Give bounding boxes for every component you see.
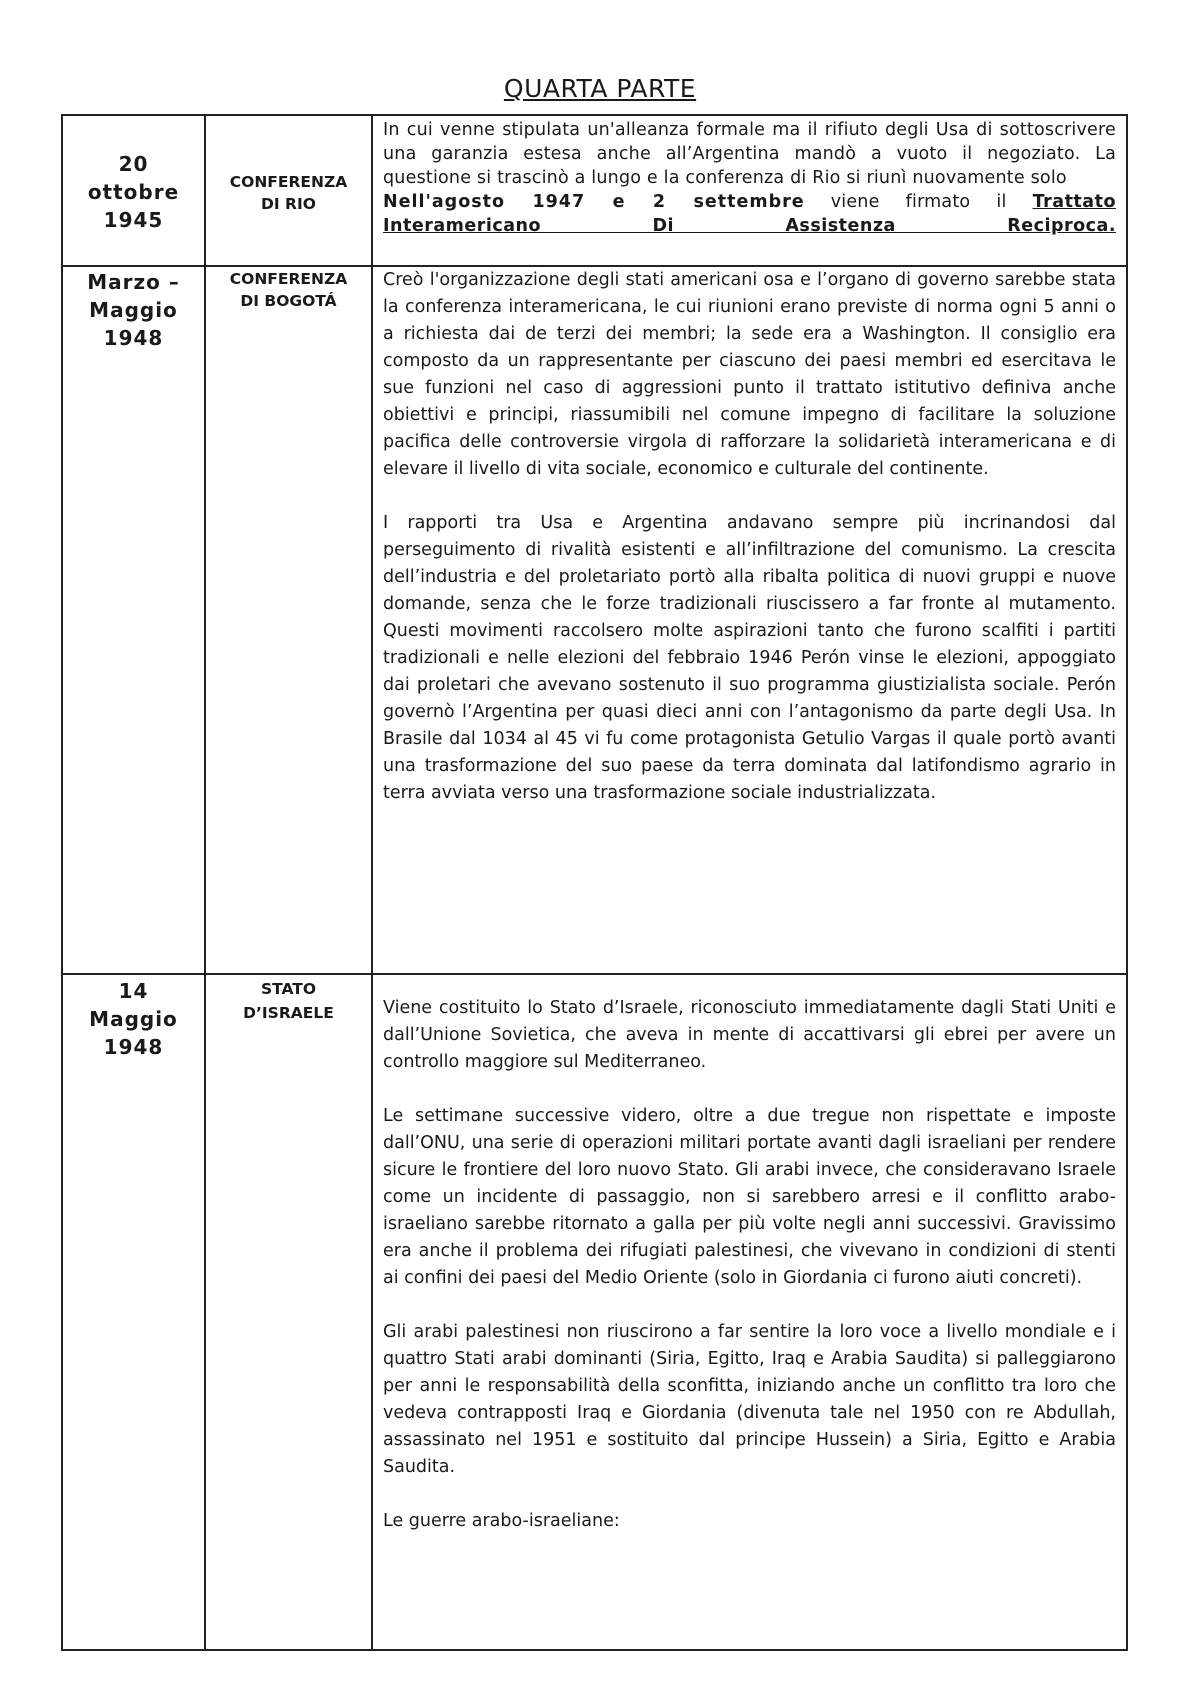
date-line: Marzo – — [87, 270, 180, 294]
date-line: 14 — [118, 979, 149, 1003]
page-title: QUARTA PARTE — [503, 74, 697, 103]
description-cell — [372, 266, 1127, 974]
description-paragraph: Creò l'organizzazione degli stati americani osa e l’organo di governo sarebbe stata la conferenza interamericana, le cui riunioni erano previste di norma ogni 5 anni o a richiesta dai de terzi dei membri; la sede era a Washington. Il consiglio era composto da un rappresentante per ciascuno dei paesi membri ed esercitava le sue funzioni nel caso di aggressioni punto il trattato istitutivo definiva anche obiettivi e principi, riassumibili nel comune impegno di facilitare la soluzione pacifica delle controversie virgola di rafforzare la solidarietà interamericana e di elevare il livello di vita sociale, economico e culturale del continente. — [383, 270, 1116, 479]
date-line: 20 — [118, 152, 149, 176]
date-line: 1948 — [103, 1035, 164, 1059]
date-line: 1945 — [103, 208, 164, 232]
event-cell — [205, 974, 372, 1650]
treaty-name: Trattato Interamericano Di Assistenza Reciproca. — [383, 192, 1116, 236]
date-line: Maggio — [89, 1007, 178, 1031]
event-line: CONFERENZA — [229, 173, 348, 191]
description-paragraph: Le settimane successive videro, oltre a due tregue non rispettate e imposte dall’ONU, una serie di operazioni militari portate avanti dagli israeliani per rendere sicure le frontiere del loro nuovo Stato. Gli arabi invece, che consideravano Israele come un incidente di passaggio, non si sarebbero arresi e il conflitto arabo-israeliano sarebbe ritornato a galla per più volte negli anni successivi. Gravissimo era anche il problema dei rifugiati palestinesi, che vivevano in condizioni di stenti ai confini dei paesi del Medio Oriente (solo in Giordania ci furono aiuti concreti). — [383, 1106, 1116, 1288]
event-line: D’ISRAELE — [243, 1004, 334, 1022]
event-line: DI BOGOTÁ — [240, 292, 337, 310]
inline-text: viene firmato il — [804, 192, 1033, 212]
bold-dates: Nell'agosto 1947 e 2 settembre — [383, 192, 805, 212]
description-cell — [372, 115, 1127, 266]
description-paragraph — [383, 190, 1116, 238]
date-line: ottobre — [87, 180, 180, 204]
timeline-table — [61, 114, 1128, 1651]
date-line: Maggio — [89, 298, 178, 322]
table-row — [62, 115, 1127, 266]
date-cell — [62, 115, 205, 266]
event-cell — [205, 115, 372, 266]
date-line: 1948 — [103, 326, 164, 350]
description-paragraph: Gli arabi palestinesi non riuscirono a far sentire la loro voce a livello mondiale e i quattro Stati arabi dominanti (Siria, Egitto, Iraq e Arabia Saudita) si palleggiarono per anni le responsabilità della sconfitta, iniziando anche un conflitto tra loro che vedeva contrapposti Iraq e Giordania (divenuta tale nel 1950 con re Abdullah, assassinato nel 1951 e sostituito dal principe Hussein) a Siria, Egitto e Arabia Saudita. — [383, 1322, 1116, 1477]
event-line: STATO — [260, 980, 317, 998]
description-cell — [372, 974, 1127, 1650]
event-line: DI RIO — [261, 195, 316, 213]
description-paragraph: In cui venne stipulata un'alleanza formale ma il rifiuto degli Usa di sottoscrivere una garanzia estesa anche all’Argentina mandò a vuoto il negoziato. La questione si trascinò a lungo e la conferenza di Rio si riunì nuovamente solo — [383, 120, 1116, 188]
event-cell — [205, 266, 372, 974]
date-cell — [62, 266, 205, 974]
date-cell — [62, 974, 205, 1650]
event-line: CONFERENZA — [229, 270, 348, 288]
description-paragraph: I rapporti tra Usa e Argentina andavano sempre più incrinandosi dal perseguimento di rivalità esistenti e all’infiltrazione del comunismo. La crescita dell’industria e del proletariato portò alla ribalta politica di nuovi gruppi e nuove domande, senza che le forze tradizionali riuscissero a far fronte al mutamento. Questi movimenti raccolsero molte aspirazioni tanto che furono scalfiti i partiti tradizionali e nelle elezioni del febbraio 1946 Perón vinse le elezioni, appoggiato dai proletari che avevano sostenuto il suo programma giustizialista sociale. Perón governò l’Argentina per quasi dieci anni con l’antagonismo da parte degli Usa. In Brasile dal 1034 al 45 vi fu come protagonista Getulio Vargas il quale portò avanti una trasformazione del suo paese da terra dominata dal latifondismo agrario in terra avviata verso una trasformazione sociale industrializzata. — [383, 513, 1116, 803]
description-paragraph: Viene costituito lo Stato d’Israele, riconosciuto immediatamente dagli Stati Uniti e dall’Unione Sovietica, che aveva in mente di accattivarsi gli ebrei per avere un controllo maggiore sul Mediterraneo. — [383, 998, 1116, 1072]
description-paragraph: Le guerre arabo-israeliane: — [383, 1511, 620, 1531]
table-row — [62, 974, 1127, 1650]
table-row — [62, 266, 1127, 974]
